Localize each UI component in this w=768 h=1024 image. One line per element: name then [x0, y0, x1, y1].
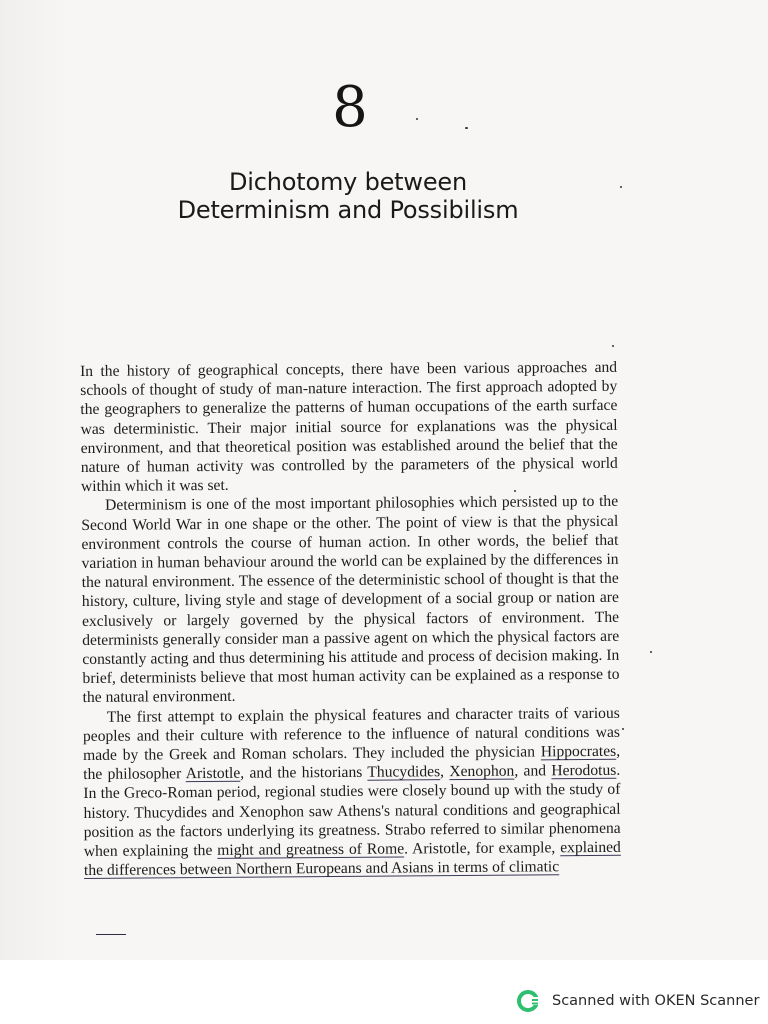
text-run: ,	[440, 763, 450, 781]
scan-speck	[612, 345, 614, 347]
pen-mark	[96, 934, 126, 935]
scanner-watermark	[516, 988, 759, 1014]
underlined-hippocrates: Hippocrates	[540, 742, 617, 761]
scan-speck	[416, 118, 418, 120]
underlined-might-of-rome: might and greatness of Rome	[217, 840, 405, 860]
body-text	[80, 358, 621, 881]
text-run: . Aristotle, for example,	[404, 839, 561, 858]
text-run: The first attempt to explain the physical features and character traits of various peoples and their culture with reference to the influence of natural conditions was made by the Greek and Roman scholars. They included the physician	[82, 704, 620, 765]
oken-logo-icon	[516, 988, 542, 1014]
scan-speck	[622, 728, 624, 730]
paragraph-3	[83, 703, 621, 880]
scan-speck	[650, 651, 652, 653]
chapter-title	[0, 168, 696, 224]
underlined-aristotle: Aristotle	[185, 765, 241, 783]
chapter-title-line-2: Determinism and Possibilism	[177, 196, 519, 224]
underlined-herodotus: Herodotus	[551, 762, 617, 780]
paragraph-1: In the history of geographical concepts, there have been various approaches and schools of thought of study of man-nature interaction. The first approach adopted by the geographers to generalize the patterns of human occupations of the earth surface was deterministic. Their major initial source for explanations was the physical environment, and that theoretical position was established around the belief that the nature of human activity was controlled by the parameters of the physical world within which it was set.	[80, 358, 618, 496]
underlined-xenophon: Xenophon	[449, 762, 515, 781]
underlined-climatic-passage: explained the differences between Northern Europeans and Asians in terms of climatic	[83, 838, 621, 880]
text-run: , and the historians	[240, 764, 368, 783]
scanner-text: Scanned with OKEN Scanner	[552, 993, 760, 1009]
text-run: , and	[514, 762, 552, 780]
scan-speck	[620, 186, 622, 188]
text-run: , the philosopher	[83, 742, 621, 784]
page-shadow	[0, 0, 70, 1024]
paragraph-2: Determinism is one of the most important philosophies which persisted up to the Second World War in one shape or the other. The point of view is that the physical environment controls the course of human action. In other words, the belief that variation in human behaviour around the world can be explained by the differences in the natural environment. The essence of the deterministic school of thought is that the history, culture, living style and stage of development of a social group or nation are exclusively or largely governed by the physical factors of environment. The determinists generally consider man a passive agent on which the physical factors are constantly acting and thus determining his attitude and process of decision making. In brief, determinists believe that most human activity can be explained as a response to the natural environment.	[81, 493, 620, 707]
chapter-number: 8	[332, 75, 368, 140]
scan-speck	[465, 127, 468, 129]
underlined-thucydides: Thucydides	[367, 763, 441, 782]
text-run: . In the Greco-Roman period, regional studies were closely bound up with the study of history. Thucydides and Xenophon saw Athens's natural conditions and geographical position as the factors underlying its greatness. Strabo referred to similar phenomena when explaining the	[83, 762, 621, 861]
chapter-title-line-1: Dichotomy between	[229, 168, 467, 196]
